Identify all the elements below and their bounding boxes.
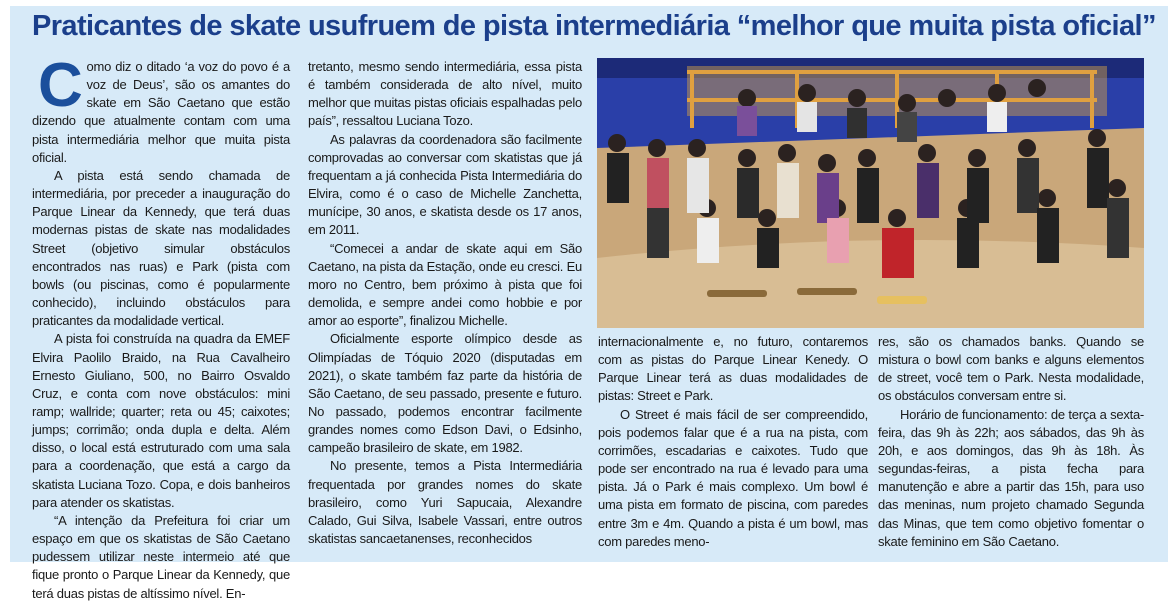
newspaper-page [10,6,1168,601]
text-column-1 [32,51,290,603]
paragraph: A pista foi construída na quadra da EMEF Elvira Paolilo Braido, na Rua Cavalheiro Ernesto Giuliano, 500, no Bairro Osvaldo Cruz, e conta com nove obstáculos: mini ramp; wallride; quarter; reta ou 45; caixotes; jumps; corrimão; onda dupla e delta. Além disso, o local está estruturado com uma sala para a coordenação, que está a cargo da skatista Luciana Tozo. Copa, e dois banheiros para atender os skatistas. [32,331,290,510]
article-headline: Praticantes de skate usufruem de pista intermediária “melhor que muita pista oficial” [32,10,1156,42]
skaters-group-photo [597,58,1144,328]
paragraph: O Street é mais fácil de ser compreendido, pois podemos falar que é a rua na pista, com corrimões, escadarias e caixotes. Tudo que pode ser encontrado na rua é levado para uma pista. Já o Park é mais complexo. Um bowl é uma pista em formato de piscina, com paredes entre 3m e 4m. Quando a pista é um bowl, mas com paredes meno- [598,406,868,549]
paragraph: As palavras da coordenadora são facilmente comprovadas ao conversar com skatistas que já frequentam a já conhecida Pista Intermediária do Elvira, como é o caso de Michelle Zanchetta, munícipe, 30 anos, e skatista desde os 17 anos, em 2011. [308,131,582,238]
drop-cap: C [38,51,83,120]
paragraph: internacionalmente e, no futuro, contaremos com as pistas do Parque Linear Kenedy. O Parque Linear terá as duas modalidades de pistas: Street e Park. [598,334,868,404]
text-column-2 [308,58,582,548]
paragraph: Como diz o ditado ‘a voz do povo é a voz de Deus’, são os amantes do skate em São Caetano que estão dizendo que atualmente contam com uma pista intermediária melhor que muita pista oficial. [32,51,290,165]
paragraph: tretanto, mesmo sendo intermediária, essa pista é também considerada de alto nível, muito melhor que muitas pistas oficiais espalhadas pelo país”, ressaltou Luciana Tozo. [308,59,582,129]
paragraph: “Comecei a andar de skate aqui em São Caetano, na pista da Estação, onde eu cresci. Eu moro no Centro, bem próximo à pista que foi demolida, e sempre andei como hobbie e por amor ao esporte”, finalizou Michelle. [308,240,582,329]
paragraph: Horário de funcionamento: de terça a sexta-feira, das 9h às 22h; aos sábados, das 9h às 20h, e aos domingos, das 9h às 18h. Às segundas-feiras, a pista fecha para manutenção e abre a partir das 15h, para uso das meninas, num projeto chamado Segunda das Minas, que tem como objetivo fomentar o skate feminino em São Caetano. [878,406,1144,549]
paragraph: res, são os chamados banks. Quando se mistura o bowl com banks e alguns elementos de street, você tem o Park. Nesta modalidade, os obstáculos conversam entre si. [878,334,1144,404]
paragraph: No presente, temos a Pista Intermediária frequentada por grandes nomes do skate brasileiro, como Yuri Sapucaia, Alexandre Calado, Gui Silva, Isabele Vassari, entre outros skatistas sancaetanenses, reconhecidos [308,458,582,547]
paragraph: Oficialmente esporte olímpico desde as Olimpíadas de Tóquio 2020 (disputadas em 2021), o skate também faz parte da história de São Caetano, de seu passado, presente e futuro. No passado, podemos encontrar facilmente grandes nomes como Edson Davi, o Edsinho, campeão brasileiro de skate, em 1982. [308,331,582,456]
paragraph: “A intenção da Prefeitura foi criar um espaço em que os skatistas de São Caetano pudessem utilizar neste intermeio até que fique pronto o Parque Linear da Kennedy, que terá duas pistas de altíssimo nível. En- [32,512,290,601]
paragraph: A pista está sendo chamada de intermediária, por preceder a inauguração do Parque Linear da Kennedy, que terá duas modernas pistas de skate nas modalidades Street (objetivo simular obstáculos encontrados nas ruas) e Park (pista com bowls (ou piscinas, como é popularmente conhecido), incluindo obstáculos para praticantes da modalidade vertical. [32,167,290,329]
text-column-4 [878,333,1144,551]
text-column-3 [598,333,868,551]
